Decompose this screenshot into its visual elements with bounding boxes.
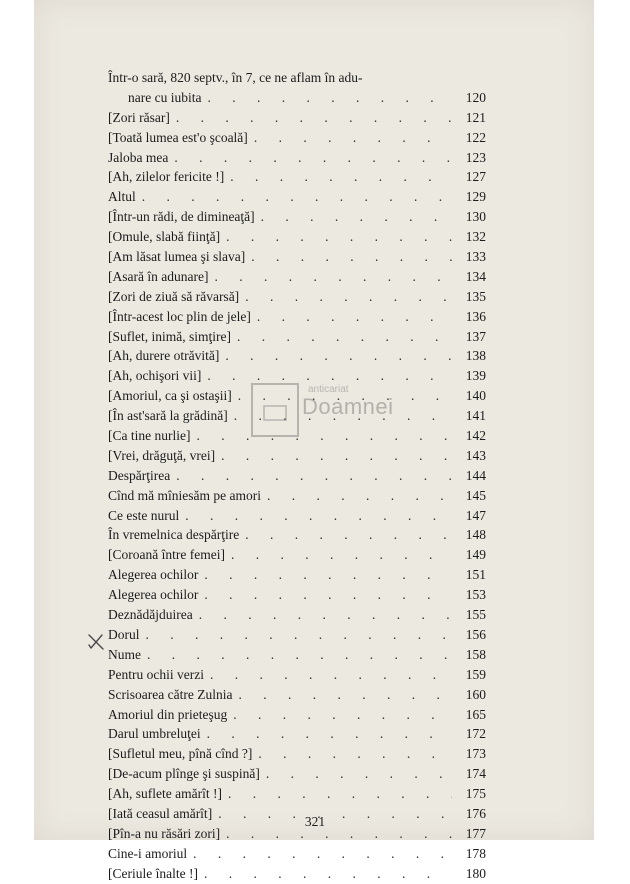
toc-entry-page: 142 xyxy=(465,428,486,444)
toc-entry xyxy=(108,724,486,744)
toc-entry-page: 140 xyxy=(465,388,486,404)
toc-entry-title: [În ast'sară la grădină] xyxy=(108,408,228,424)
toc-entry-title: Cînd mă mîniesăm pe amori xyxy=(108,487,261,503)
dot-leader xyxy=(225,346,452,366)
toc-entry-title: [Ceriule înalte !] xyxy=(108,865,198,881)
toc-entry xyxy=(108,287,486,307)
toc-entry-title: [Am lăsat lumea şi slava] xyxy=(108,249,246,265)
dot-leader xyxy=(226,227,452,247)
dot-leader xyxy=(245,525,452,545)
toc-entry-page: 127 xyxy=(465,169,486,185)
dot-leader xyxy=(237,327,452,347)
toc-entry-title: [Zori răsar] xyxy=(108,109,170,125)
toc-entry-title: Nume xyxy=(108,646,141,662)
dot-leader xyxy=(254,128,452,148)
toc-entry xyxy=(108,187,486,207)
dot-leader xyxy=(142,187,452,207)
toc-entry-page: 147 xyxy=(465,507,486,523)
toc-entry-title: nare cu iubita xyxy=(128,89,202,105)
toc-entry-page: 158 xyxy=(465,646,486,662)
toc-entry-page: 172 xyxy=(465,726,486,742)
toc-entry-page: 137 xyxy=(465,328,486,344)
pencil-check-mark-icon xyxy=(86,632,108,652)
dot-leader xyxy=(210,665,452,685)
table-of-contents xyxy=(108,68,486,884)
toc-entry-title: Deznădăjduirea xyxy=(108,607,193,623)
toc-entry xyxy=(108,545,486,565)
toc-entry-page: 178 xyxy=(465,845,486,861)
toc-entry-title: [Asară în adunare] xyxy=(108,268,209,284)
toc-entry-page: 138 xyxy=(465,348,486,364)
toc-entry xyxy=(108,247,486,267)
toc-entry-title: Dorul xyxy=(108,626,140,642)
dot-leader xyxy=(176,466,452,486)
toc-entry-page: 133 xyxy=(465,249,486,265)
watermark-small-text: anticariat xyxy=(308,384,349,395)
toc-entry-page: 151 xyxy=(465,567,486,583)
toc-entry xyxy=(108,744,486,764)
toc-entry-page: 175 xyxy=(465,786,486,802)
toc-entry-page: 180 xyxy=(465,865,486,881)
dot-leader xyxy=(199,605,452,625)
toc-entry xyxy=(108,148,486,168)
toc-entry xyxy=(108,764,486,784)
toc-entry xyxy=(108,486,486,506)
toc-entry-title: Ce este nurul xyxy=(108,507,180,523)
toc-entry-page: 144 xyxy=(465,467,486,483)
dot-leader xyxy=(185,506,452,526)
dot-leader xyxy=(251,247,452,267)
toc-entry xyxy=(108,227,486,247)
dot-leader xyxy=(258,744,452,764)
dot-leader xyxy=(230,167,452,187)
toc-entry-title: [Ah, zilelor fericite !] xyxy=(108,169,225,185)
toc-entry-page: 130 xyxy=(465,209,486,225)
watermark xyxy=(250,378,400,442)
dot-leader xyxy=(146,625,453,645)
dot-leader xyxy=(193,844,452,864)
page-number: 321 xyxy=(304,814,326,829)
toc-entry-title: Darul umbreluţei xyxy=(108,726,201,742)
toc-entry-page: 122 xyxy=(465,129,486,145)
dot-leader xyxy=(228,784,452,804)
toc-entry-page: 156 xyxy=(465,626,486,642)
toc-entry xyxy=(108,585,486,605)
dot-leader xyxy=(176,108,452,128)
dot-leader xyxy=(147,645,452,665)
toc-entry xyxy=(108,625,486,645)
toc-entry-title: [Toată lumea est'o şcoală] xyxy=(108,129,248,145)
toc-entry-page: 174 xyxy=(465,766,486,782)
dot-leader xyxy=(267,486,452,506)
toc-entry-first-line: Într-o sară, 820 septv., în 7, ce ne aflam în adu- xyxy=(108,70,363,85)
toc-entry xyxy=(108,327,486,347)
toc-entry xyxy=(108,267,486,287)
toc-entry-title: În vremelnica despărţire xyxy=(108,527,240,543)
toc-entry-page: 123 xyxy=(465,149,486,165)
toc-entry-title: Alegerea ochilor xyxy=(108,587,199,603)
toc-entry-page: 120 xyxy=(465,89,486,105)
dot-leader xyxy=(204,565,452,585)
dot-leader xyxy=(174,148,452,168)
toc-entry-title: [Ah, suflete amărît !] xyxy=(108,786,222,802)
dot-leader xyxy=(214,267,452,287)
toc-entry-title: [Zori de ziuă să răvarsă] xyxy=(108,288,240,304)
dot-leader xyxy=(204,585,452,605)
toc-entry-title: [Vrei, drăguţă, vrei] xyxy=(108,447,216,463)
toc-entry xyxy=(108,844,486,864)
toc-entry-title: [Ah, durere otrăvită] xyxy=(108,348,220,364)
toc-entry-page: 134 xyxy=(465,268,486,284)
dot-leader xyxy=(266,764,452,784)
dot-leader xyxy=(245,287,452,307)
toc-entry-title: [Pîn-a nu răsări zori] xyxy=(108,825,221,841)
toc-entry-page: 143 xyxy=(465,447,486,463)
toc-entry-page: 177 xyxy=(465,825,486,841)
toc-entry-page: 149 xyxy=(465,547,486,563)
toc-entry-page: 165 xyxy=(465,706,486,722)
dot-leader xyxy=(238,685,452,705)
toc-entry xyxy=(108,108,486,128)
toc-entry-title: Amoriul din prieteşug xyxy=(108,706,228,722)
dot-leader xyxy=(207,88,452,108)
toc-entry-title: Despărţirea xyxy=(108,467,171,483)
dot-leader xyxy=(233,705,452,725)
toc-entry-page: 153 xyxy=(465,587,486,603)
toc-entry-title: [Suflet, inimă, simţire] xyxy=(108,328,231,344)
toc-entry-page: 176 xyxy=(465,805,486,821)
toc-entry-title: Alegerea ochilor xyxy=(108,567,199,583)
toc-entry xyxy=(108,665,486,685)
toc-entry-title: [Într-un rădi, de dimineaţă] xyxy=(108,209,255,225)
toc-entry-page: 173 xyxy=(465,746,486,762)
toc-entry-page: 139 xyxy=(465,368,486,384)
toc-entry-title: Scrisoarea către Zulnia xyxy=(108,686,233,702)
toc-entry-page: 159 xyxy=(465,666,486,682)
toc-entry xyxy=(108,565,486,585)
toc-entry-title: [Într-acest loc plin de jele] xyxy=(108,308,251,324)
toc-entry xyxy=(108,605,486,625)
toc-entry-list xyxy=(108,108,486,884)
toc-entry-title: [Omule, slabă fiinţă] xyxy=(108,229,221,245)
toc-entry-page: 136 xyxy=(465,308,486,324)
dot-leader xyxy=(257,307,452,327)
toc-entry-page: 160 xyxy=(465,686,486,702)
toc-entry-title: Altul xyxy=(108,189,136,205)
toc-entry-page: 132 xyxy=(465,229,486,245)
toc-entry-page: 121 xyxy=(465,109,486,125)
toc-entry xyxy=(108,506,486,526)
toc-entry xyxy=(108,446,486,466)
toc-entry-page: 141 xyxy=(465,408,486,424)
toc-entry xyxy=(108,167,486,187)
toc-entry-title: [Amoriul, ca şi ostaşii] xyxy=(108,388,232,404)
toc-entry xyxy=(108,705,486,725)
toc-entry-title: Jaloba mea xyxy=(108,149,169,165)
dot-leader xyxy=(221,446,452,466)
toc-entry xyxy=(108,685,486,705)
toc-entry-page: 148 xyxy=(465,527,486,543)
dot-leader xyxy=(204,864,452,884)
toc-entry xyxy=(108,525,486,545)
toc-entry xyxy=(108,466,486,486)
dot-leader xyxy=(207,724,452,744)
toc-entry-title: [De-acum plînge şi suspină] xyxy=(108,766,260,782)
watermark-large-text: Doamnei xyxy=(302,394,394,419)
toc-entry xyxy=(108,645,486,665)
toc-entry-title: [Sufletul meu, pînă cînd ?] xyxy=(108,746,253,762)
toc-entry-title: Cine-i amoriul xyxy=(108,845,188,861)
toc-entry-title: Pentru ochii verzi xyxy=(108,666,204,682)
toc-entry-page: 145 xyxy=(465,487,486,503)
dot-leader xyxy=(261,207,452,227)
toc-entry-title: [Ca tine nurlie] xyxy=(108,428,191,444)
toc-entry xyxy=(108,307,486,327)
toc-entry-page: 155 xyxy=(465,607,486,623)
toc-entry xyxy=(108,207,486,227)
toc-entry-page: 135 xyxy=(465,288,486,304)
toc-entry xyxy=(108,784,486,804)
toc-entry xyxy=(108,128,486,148)
toc-entry xyxy=(108,864,486,884)
toc-entry-title: [Coroană între femei] xyxy=(108,547,225,563)
toc-entry-title: [Iată ceasul amărît] xyxy=(108,805,213,821)
toc-entry xyxy=(108,346,486,366)
toc-entry xyxy=(108,88,486,108)
toc-entry-title: [Ah, ochişori vii] xyxy=(108,368,202,384)
dot-leader xyxy=(231,545,452,565)
toc-entry-page: 129 xyxy=(465,189,486,205)
